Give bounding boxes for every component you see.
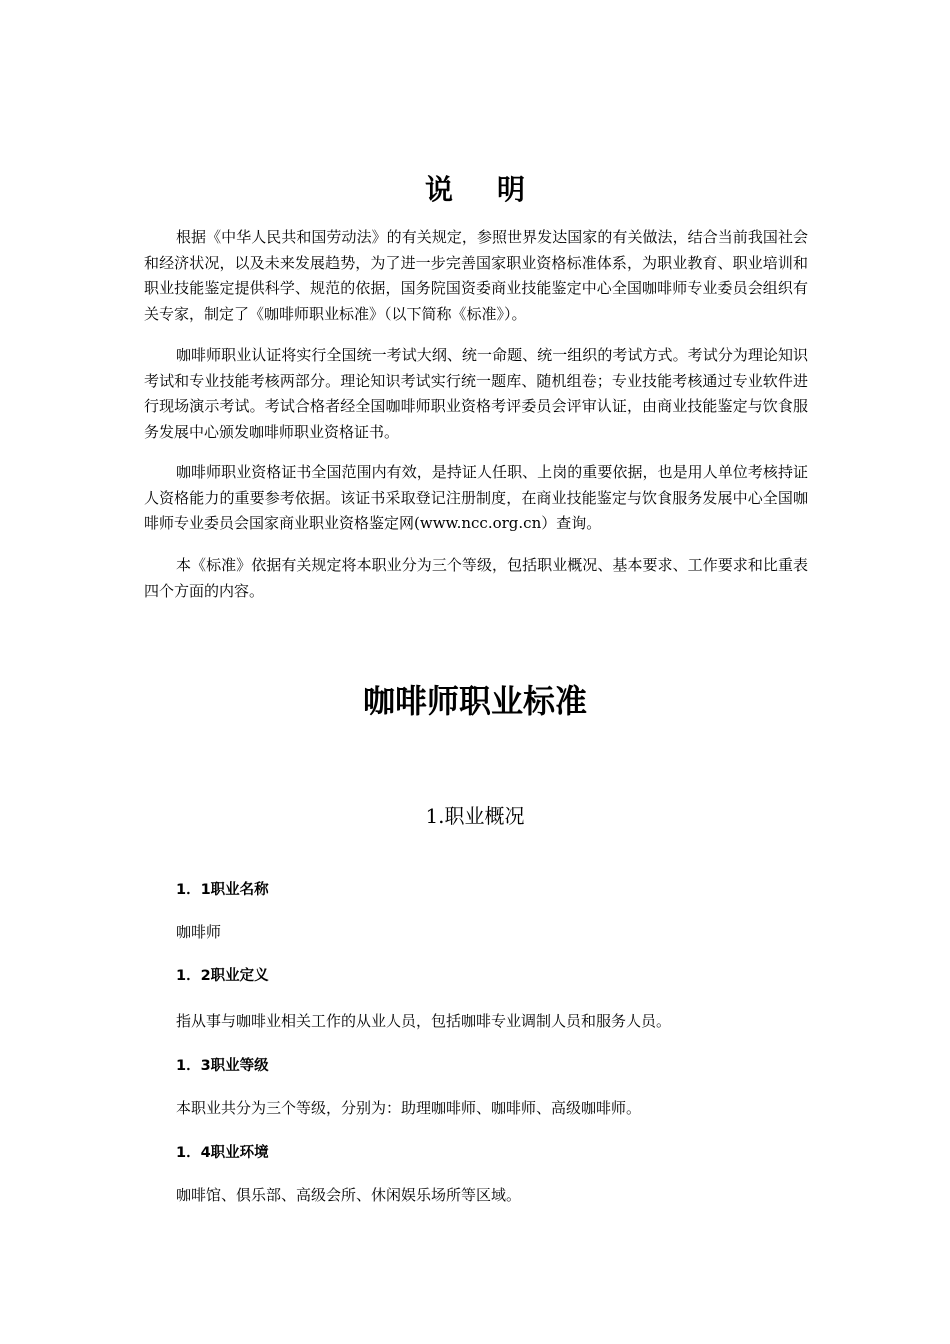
subsection-heading: 1．1职业名称 [176,882,269,898]
intro-paragraph: 本《标准》依据有关规定将本职业分为三个等级，包括职业概况、基本要求、工作要求和比重表四个方面的内容。 [144,556,808,600]
subsection-body: 指从事与咖啡业相关工作的从业人员，包括咖啡专业调制人员和服务人员。 [176,1012,672,1030]
intro-paragraph: 咖啡师职业资格证书全国范围内有效，是持证人任职、上岗的重要依据，也是用人单位考核持证人资格能力的重要参考依据。该证书采取登记注册制度，在商业技能鉴定与饮食服务发展中心全国咖啡师专业委员会国家商业职业资格鉴定网(www.ncc.org.cn）查询。 [144,463,808,532]
intro-paragraph: 根据《中华人民共和国劳动法》的有关规定，参照世界发达国家的有关做法，结合当前我国社会和经济状况，以及未来发展趋势，为了进一步完善国家职业资格标准体系，为职业教育、职业培训和职业技能鉴定提供科学、规范的依据，国务院国资委商业技能鉴定中心全国咖啡师专业委员会组织有关专家，制定了《咖啡师职业标准》（以下简称《标准》）。 [144,228,808,323]
subsection-heading: 1．4职业环境 [176,1145,269,1161]
subsection-body: 本职业共分为三个等级，分别为：助理咖啡师、咖啡师、高级咖啡师。 [176,1099,642,1117]
subsection-heading: 1．3职业等级 [176,1058,269,1074]
subsection-body: 咖啡馆、俱乐部、高级会所、休闲娱乐场所等区域。 [176,1186,522,1204]
intro-paragraph: 咖啡师职业认证将实行全国统一考试大纲、统一命题、统一组织的考试方式。考试分为理论知识考试和专业技能考核两部分。理论知识考试实行统一题库、随机组卷；专业技能考核通过专业软件进行现场演示考试。考试合格者经全国咖啡师职业资格考评委员会评审认证，由商业技能鉴定与饮食服务发展中心颁发咖啡师职业资格证书。 [144,346,808,441]
page-title: 说明 [424,173,569,206]
standard-title: 咖啡师职业标准 [362,682,587,720]
subsection-heading: 1．2职业定义 [176,968,269,984]
section-heading: 1.职业概况 [425,804,525,828]
subsection-body: 咖啡师 [176,923,222,941]
